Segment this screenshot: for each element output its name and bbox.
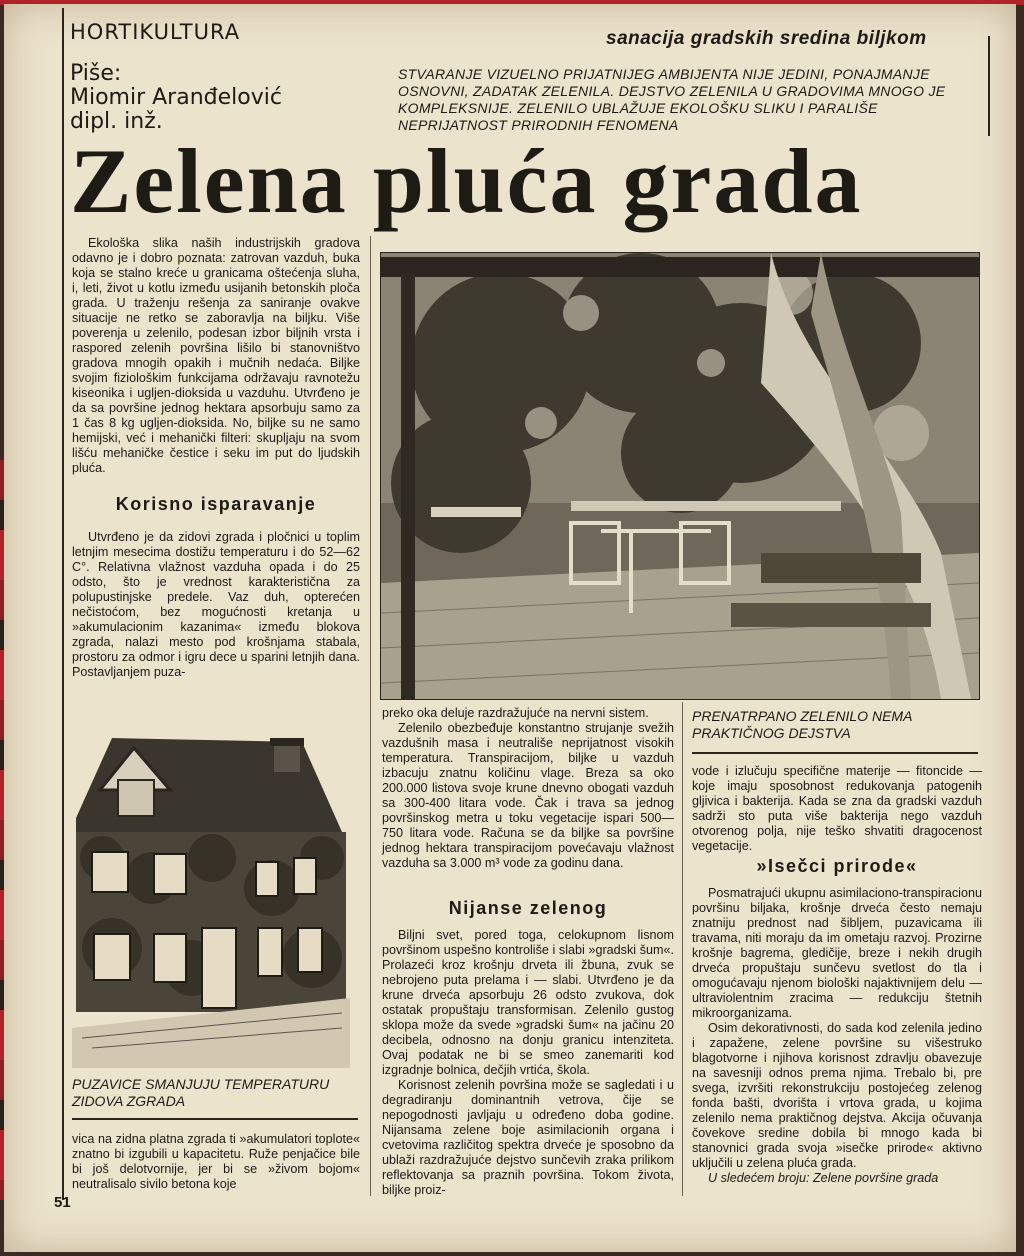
intro-paragraph: Ekološka slika naših industrijskih gradova odavno je i dobro poznata: zatrovan vazduh, buka koja se stalno kreće u granicama oštećenja sluha, i, leti, život u kotlu između usijanih betonskih ploča grada. U traženju rešenja za saniranje ovakve situacije ne retko se zaboravlja na biljku. Više poverenja u zelenilo, podesan izbor biljnih vrsta i raspored zelenih površina lišilo bi stanovništvo gradova mnogih opakih i mučnih nedaća. Biljke svojim fiziološkim funkcijama održavaju ravnotežu kiseonika i ugljen-dioksida u vazduhu. Utvrđeno je da sa površine jednog hektara apsorbuju samo za 1 čas 8 kg ugljen-dioksida. No, biljke su ne samo hemijski, već i mehanički filteri: skupljaju na svom lišću mehaničke čestice i seku im put do ljudskih pluća.: [72, 236, 360, 475]
garden-photo: [380, 252, 980, 700]
page-number: 51: [54, 1194, 71, 1211]
col2-paragraph-1: preko oka deluje razdražujuće na nervni sistem.: [382, 706, 649, 720]
deck: STVARANJE VIZUELNO PRIJATNIJEG AMBIJENTA NIJE JEDINI, PONAJMANJE OSNOVNI, ZADATAK ZELENILA. DEJSTVO ZELENILA U GRADOVIMA MNOGO JE KOMPLEKSNIJE. ZELENILO UBLAŽUJE EKOLOŠKU SLIKU I PARALIŠE NEPRIJATNOST PRIRODNIH FENOMENA: [398, 66, 946, 133]
byline-name: Miomir Aranđelović: [70, 85, 282, 110]
col2-paragraph-2: Zelenilo obezbeđuje konstantno strujanje svežih vazdušnih masa i neutrališe neprijatnost visokih temperatura. Transpiracijom, biljke u vazduh izbacuju znatnu količinu vlage. Breza sa oko 200.000 listova svoje krune dnevno obogati vazduh sa 300-400 litara vode. Čak i trava sa jednog površinskog metra u toku vegetacije ispari 500—750 litara vode. Računa se da biljke sa površine jednog hektara transpiracijom povećavaju vlažnost vazduha sa 3.000 m³ vode za godinu dana.: [382, 721, 674, 870]
left-margin-rule: [62, 8, 64, 1200]
photo-caption-house: PUZAVICE SMANJUJU TEMPERATURU ZIDOVA ZGRADA: [72, 1076, 330, 1109]
column-1-body: [72, 530, 360, 680]
col3-paragraph-2: Posmatrajući ukupnu asimilaciono-transpiracionu površinu biljaka, krošnje drveća često nemaju znatniju prednost nad šibljem, puzavicama ili travama, niti moraju da im ometaju razvoj. Prozirne krošnje bagrema, gledičije, breze i nekih drugih drveća propuštaju sunčevu svetlost do tla i omogućavaju njenom biološki najaktivnijem delu — ultraviolentnim zracima — redukciju štetnih mikroorganizama.: [692, 886, 982, 1020]
pull-quote: PRENATRPANO ZELENILO NEMA PRAKTIČNOG DEJSTVA: [692, 708, 912, 741]
right-margin-rule: [988, 36, 990, 136]
col2-paragraph-4: Korisnost zelenih površina može se sagledati i u degradiranju dominantnih vetrova, čije se nepogodnosti javljaju u određeno doba godine. Nijansama zelene boje asimilacionih organa i cvetovima različitog spektra drveće je sposobno da ublaži razdražujuće dejstvo sunčevih zraka prilikom reflektovanja sa praznih površina. Tokom života, biljke proiz-: [382, 1078, 674, 1197]
body-paragraph: Utvrđeno je da zidovi zgrada i pločnici u toplim letnjim mesecima dostižu temperaturu i do 52—62 C°. Relativna vlažnost vazduha opada i do 25 odsto, što je vrednost karakteristična za polupustinjske predele. Vaz duh, opterećen nečistoćom, bez mogućnosti kretanja u »akumulacionim kazanima« između blokova zgrada, nalazi mesto pod krošnjama stabala, prostoru za odmor i igru dece u sparini letnjih dana. Postavljanjem puza-: [72, 530, 360, 679]
col3-paragraph-1: vode i izlučuju specifične materije — fitoncide — koje imaju sposobnost redukovanja patogenih gljivica i bakterija. Kada se zna da gradski vazduh sadrži sto puta više bakterija nego vazduh otvorenog polja, nije teško shvatiti dragocenost vegetacije.: [692, 764, 982, 853]
next-issue-note: U sledećem broju: Zelene površine grada: [708, 1171, 939, 1185]
pull-quote-rule: [692, 752, 978, 754]
byline: [70, 62, 360, 134]
section-label: HORTIKULTURA: [70, 20, 241, 44]
col2-paragraph-3: Biljni svet, pored toga, celokupnom lisnom površinom uspešno kontroliše i slabi »gradski šum«. Prolazeći kroz krošnju drveta ili žbuna, zvuk se nebrojeno puta prelama i — slabi. Utvrđeno je da krune drveća apsorbuju 26 odsto zvukova, dok ostatak propuštaju transformisan. Zelenilo gustog sklopa može da svede »gradski šum« na jačinu 20 decibela, odnosno na donju granicu intenziteta. Ovaj podatak ne bi se smeo zanemariti kod izgradnje bolnica, dečjih vrtića, škola.: [382, 928, 674, 1077]
column-2-lower: [382, 928, 674, 1198]
subhead-isecci: »Isečci prirode«: [756, 856, 918, 876]
column-3-body: [692, 886, 982, 1186]
house-illustration: [72, 728, 350, 1068]
column-1-tail: [72, 1132, 360, 1192]
byline-prefix: Piše:: [70, 61, 122, 86]
column-3-top: [692, 764, 982, 854]
column-rule-2: [682, 702, 683, 1196]
byline-title: dipl. inž.: [70, 109, 163, 134]
column-1-intro: [72, 236, 360, 476]
tail-paragraph: vica na zidna platna zgrada ti »akumulatori toplote« znatno bi izgubili u kapacitetu. Ruže penjačice bile bi još delotvornije, jer bi se »živom bojom« neutralisalo sivilo betona koje: [72, 1132, 360, 1191]
subhead-korisno: Korisno isparavanje: [115, 494, 317, 514]
column-rule-1: [370, 236, 371, 1196]
headline: Zelena pluća grada: [70, 130, 863, 232]
subhead-nijanse: Nijanse zelenog: [448, 898, 608, 918]
caption-rule: [72, 1118, 358, 1120]
column-2: [382, 706, 674, 871]
col3-paragraph-3: Osim dekorativnosti, do sada kod zelenila jedino i zapažene, zelene površine su višestruko blagotvorne i njihova korisnost zdravlju obavezuje na savesniji odnos prema njima. Trebalo bi, pre svega, izvršiti rekonstrukciju postojećeg zelenog fonda bašti, dvorišta i vrtova grada, u kojima zelenilo nema praktičnog dejstva. Akcija očuvanja čovekove sredine dobila bi mnogo kada bi stanovnici grada svoja »isečke prirode« aktivno uključili u zelena pluća grada.: [692, 1021, 982, 1170]
kicker: sanacija gradskih sredina biljkom: [606, 28, 927, 49]
